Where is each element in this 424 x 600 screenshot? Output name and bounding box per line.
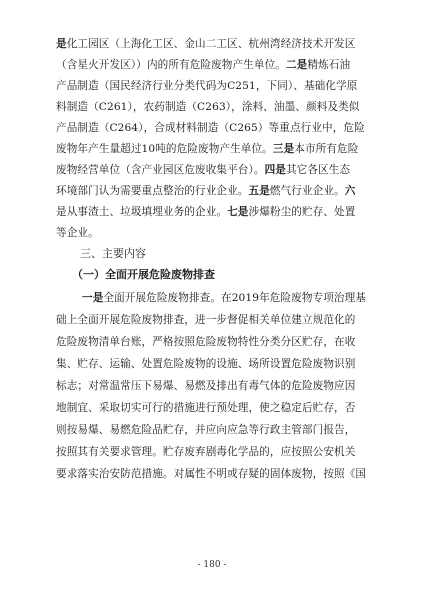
text-line: 产品制造（国民经济行业分类代码为C251，下同）、基础化学原 bbox=[56, 80, 358, 92]
text-line: 环境部门认为需要重点整治的行业企业。五是燃气行业企业。六 bbox=[56, 185, 356, 197]
text-line: 料制造（C261），农药制造（C263），涂料、油墨、颜料及类似 bbox=[56, 101, 360, 113]
text-line: 等企业。 bbox=[56, 227, 99, 239]
text-line: 按照其有关要求管理。贮存废弃剧毒化学品的，应按照公安机关 bbox=[56, 446, 356, 458]
text-line: 则按易爆、易燃危险品贮存，并应向应急等行政主管部门报告， bbox=[56, 424, 356, 436]
text-line: 是化工园区（上海化工区、金山二工区、杭州湾经济技术开发区 bbox=[56, 38, 356, 50]
subsection-heading: （一）全面开展危险废物排查 bbox=[72, 268, 215, 281]
page-number: - 180 - bbox=[197, 560, 227, 570]
text-line: 一是全面开展危险废物排查。在2019年危险废物专项治理基 bbox=[82, 292, 367, 304]
text-line: （含星火开发区））内的所有危险废物产生单位。二是精炼石油 bbox=[56, 59, 351, 71]
text-line: 集、贮存、运输、处置危险废物的设施、场所设置危险废物识别 bbox=[56, 358, 356, 370]
text-line: 是从事渣土、垃圾填埋业务的企业。七是涉爆粉尘的贮存、处置 bbox=[56, 206, 356, 218]
text-line: 废物年产生量超过10吨的危险废物产生单位。三是本市所有危险 bbox=[56, 143, 359, 155]
text-line: 础上全面开展危险废物排查，进一步督促相关单位建立规范化的 bbox=[56, 314, 356, 326]
text-line: 产品制造（C264），合成材料制造（C265）等重点行业中，危险 bbox=[56, 122, 365, 134]
text-line: 废物经营单位（含产业园区危废收集平台）。四是其它各区生态 bbox=[56, 164, 351, 176]
section-heading: 三、主要内容 bbox=[80, 247, 146, 260]
text-line: 标志；对常温常压下易爆、易燃及排出有毒气体的危险废物应因 bbox=[56, 380, 356, 392]
text-line: 要求落实治安防范措施。对属性不明或存疑的固体废物，按照《国 bbox=[56, 468, 367, 480]
text-line: 危险废物清单台账，严格按照危险废物特性分类分区贮存，在收 bbox=[56, 336, 356, 348]
text-line: 地制宜、采取切实可行的措施进行预处理，使之稳定后贮存，否 bbox=[56, 402, 356, 414]
